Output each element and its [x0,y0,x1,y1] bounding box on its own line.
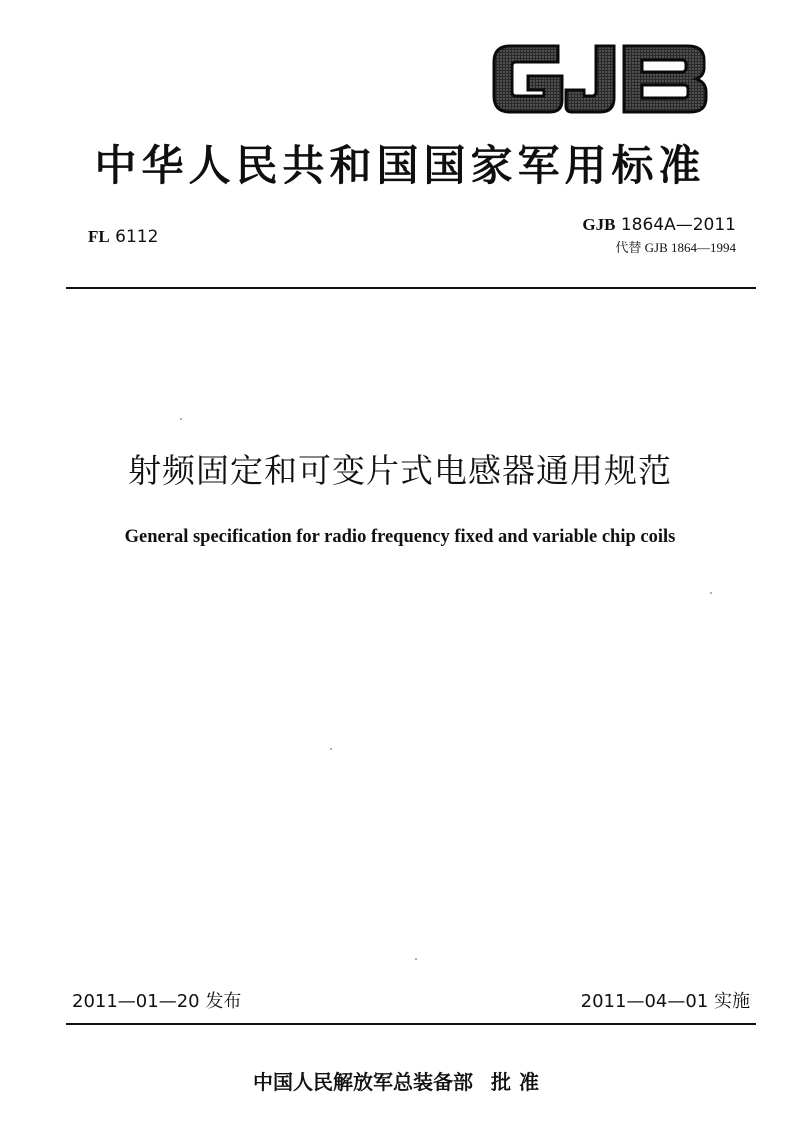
implementation-date: 2011—04—01 实施 [580,991,750,1012]
footer-divider [66,1023,756,1025]
document-title-en: General specification for radio frequency fixed and variable chip coils [124,527,676,547]
header-divider [66,287,756,289]
replaces-note: 代替 GJB 1864—1994 [615,240,736,255]
gjb-logo [488,38,716,120]
gjb-logo-graphic [488,38,716,120]
issue-date: 2011—01—20 发布 [72,991,242,1012]
approve-label: 批准 [491,1070,547,1094]
standard-prefix: GJB [582,215,616,234]
classification-code [88,226,158,248]
scan-speck [710,592,712,594]
approver-line [0,1068,800,1096]
scan-speck [330,748,332,750]
scan-speck [180,418,182,420]
document-title-cn: 射频固定和可变片式电感器通用规范 [128,451,672,490]
classification-prefix: FL [88,227,110,246]
scan-speck [415,958,417,960]
standard-number [582,214,736,236]
approver-name: 中国人民解放军总装备部 [253,1070,473,1094]
org-title: 中华人民共和国国家军用标准 [94,141,706,190]
standard-number-value: 1864A—2011 [620,215,736,235]
classification-number: 6112 [115,227,159,247]
